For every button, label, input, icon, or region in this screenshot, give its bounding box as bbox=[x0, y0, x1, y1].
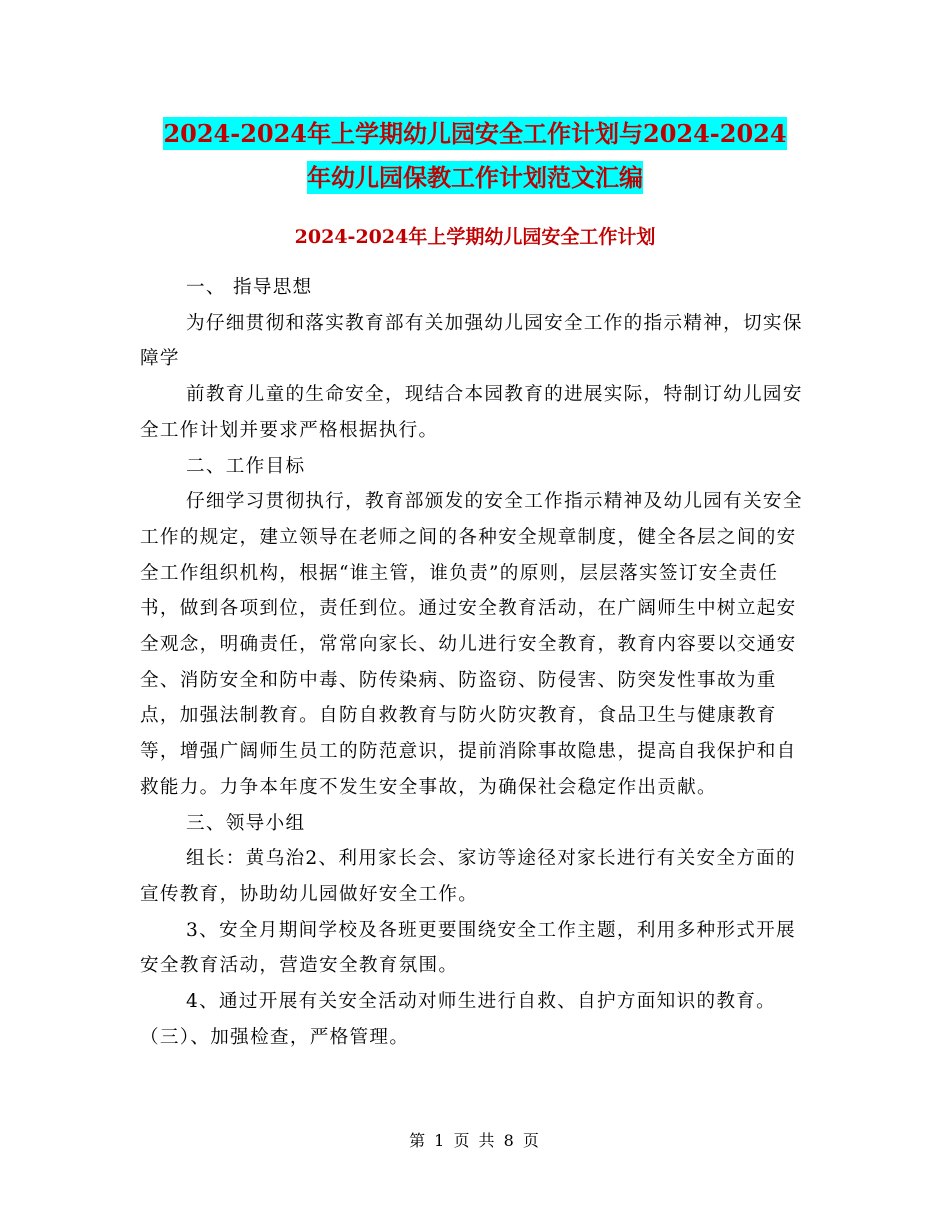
paragraph: 4、通过开展有关安全活动对师生进行自救、自护方面知识的教育。 bbox=[186, 991, 777, 1013]
title-line-2: 年幼儿园保教工作计划范文汇编 bbox=[307, 163, 643, 192]
paragraph: 前教育儿童的生命安全，现结合本园教育的进展实际，特制订幼儿园安全工作计划并要求严格根据执行。 bbox=[140, 384, 803, 441]
paragraph: 3、安全月期间学校及各班更要围绕安全工作主题，利用多种形式开展安全教育活动，营造安全教育氛围。 bbox=[140, 919, 796, 977]
section-title: 2024-2024年上学期幼儿园安全工作计划 bbox=[294, 226, 656, 248]
heading-leadership-group: 三、领导小组 bbox=[186, 812, 306, 834]
paragraph: 为仔细贯彻和落实教育部有关加强幼儿园安全工作的指示精神，切实保障学 bbox=[140, 312, 803, 370]
heading-inspection: （三）、加强检查，严格管理。 bbox=[140, 1026, 410, 1048]
heading-guiding-thought: 一、 指导思想 bbox=[186, 277, 313, 298]
page-number: 第 1 页 共 8 页 bbox=[409, 1131, 541, 1150]
paragraph: 组长：黄乌治2、利用家长会、家访等途径对家长进行有关安全方面的宣传教育，协助幼儿园做好安全工作。 bbox=[140, 848, 796, 905]
document-title bbox=[140, 112, 810, 200]
document-body bbox=[140, 270, 812, 1055]
heading-work-goals: 二、工作目标 bbox=[186, 455, 306, 477]
title-line-1: 2024-2024年上学期幼儿园安全工作计划与2024-2024 bbox=[163, 119, 787, 148]
paragraph: 仔细学习贯彻执行，教育部颁发的安全工作指示精神及幼儿园有关安全工作的规定，建立领导在老师之间的各种安全规章制度，健全各层之间的安全工作组织机构，根据“谁主管，谁负责”的原则，层层落实签订安全责任书，做到各项到位，责任到位。通过安全教育活动，在广阔师生中树立起安全观念，明确责任，常常向家长、幼儿进行安全教育，教育内容要以交通安全、消防安全和防中毒、防传染病、防盗窃、防侵害、防突发性事故为重点，加强法制教育。自防自救教育与防火防灾教育，食品卫生与健康教育等，增强广阔师生员工的防范意识，提前消除事故隐患，提高自我保护和自救能力。力争本年度不发生安全事故，为确保社会稳定作出贡献。 bbox=[140, 491, 803, 798]
